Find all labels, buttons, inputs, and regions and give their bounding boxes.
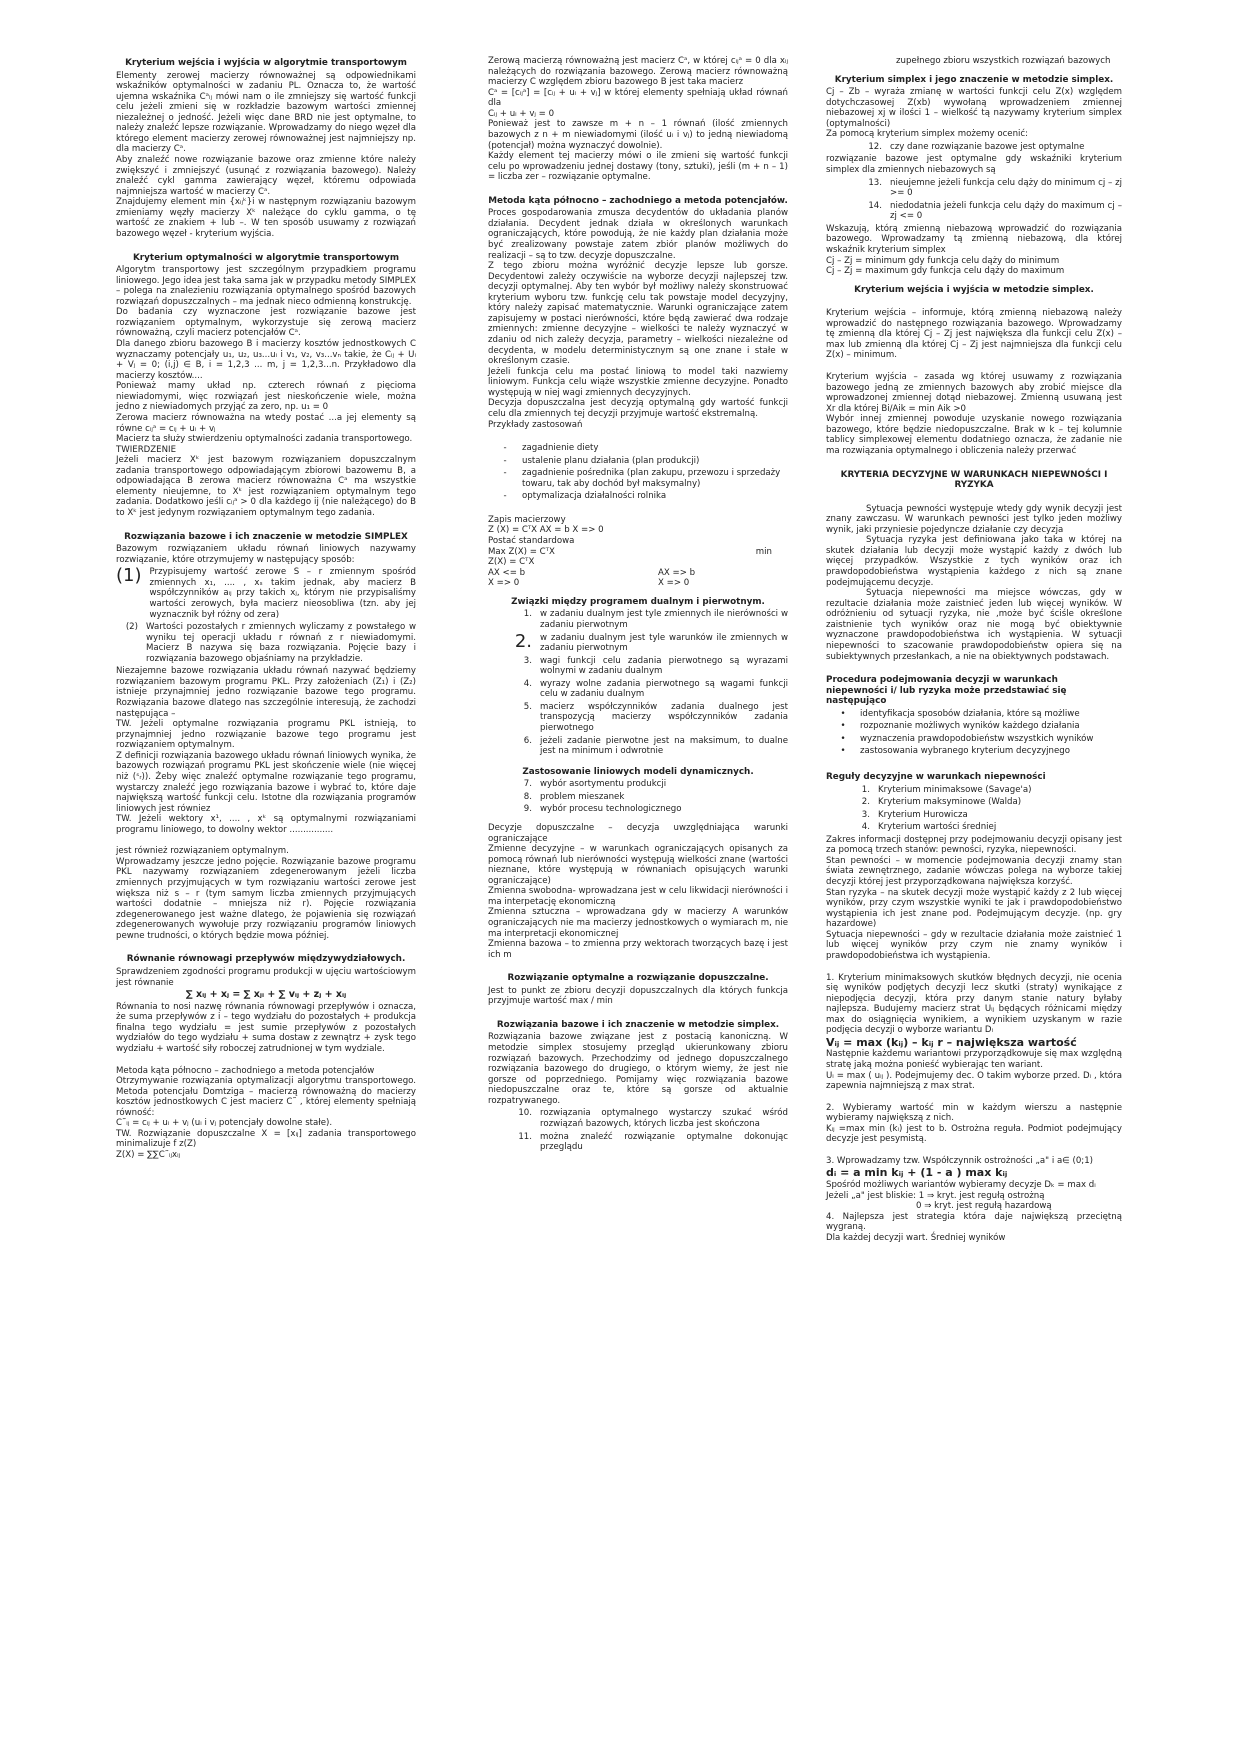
heading: Związki między programem dualnym i pierwotnym. (511, 596, 765, 607)
paragraph: rozwiązanie bazowe jest optymalne gdy wskaźniki kryterium simplex dla zmiennych niebazowych są (826, 154, 1122, 176)
formula: AX <= b (488, 567, 526, 578)
paragraph: TW. Rozwiązanie dopuszczalne X = [xᵢⱼ] zadania transportowego minimalizuje f z(Z) (116, 1128, 416, 1150)
paragraph: Zmienna swobodna- wprowadzana jest w celu likwidacji nierówności i ma interpetację ekonomiczną (488, 886, 788, 907)
list-item: 1. w zadaniu dualnym jest tyle zmiennych ile nierówności w zadaniu pierwotnym (523, 609, 788, 630)
heading: Rozwiązania bazowe i ich znaczenie w metodzie SIMPLEX (124, 531, 408, 542)
paragraph: Jeżeli „a" jest bliskie: 1 ⇒ kryt. jest regułą ostrożną (826, 1190, 1045, 1201)
paragraph: Ponieważ jest to zawsze m + n – 1 równań (ilość zmiennych bazowych z n + m niewiadomymi (ilość uᵢ i vⱼ) to jedną niewiadomą (potencjał) można wyznaczyć dowolnie). (488, 119, 788, 151)
paragraph: Cj – Zb – wyraża zmianę w wartości funkcji celu Z(x) względem dotychczasowej Z(xb) wywołaną wprowadzeniem zmiennej niebazowej xj w ilości 1 – wielkość tą nazywamy kryterium simplex (optymalności) (826, 87, 1122, 129)
paragraph: zupełnego zbioru wszystkich rozwiązań bazowych (896, 56, 1111, 66)
column-right (826, 56, 1122, 1243)
paragraph: Metoda kąta północno – zachodniego a metoda potencjałów (116, 1065, 375, 1076)
list-item: 3. Kryterium Hurowicza (861, 809, 968, 820)
paragraph: Z tego zbioru można wyróżnić decyzje lepsze lub gorsze. Decydentowi zależy oczywiście na wyborze decyzji najlepszej tzw. decyzji optymalnej. Aby ten wybór był możliwy należy skonstruować kryterium wyboru tzw. funkcję celu tak powstaje model decyzyjny, który należy zapisać matematycznie. Warunki ograniczające zatem zapisujemy w postaci nierówności, które będą zawierać dwa rodzaje zmiennych: zmienne decyzyjne – wielkości te należy wyznaczyć w zdaniu od nich zależy decyzja, parametry – wielkości niezależne od decydenta, w modelu deterministycznym są one znane i stałe w określonym czasie. (488, 261, 788, 367)
list-item: • zastosowania wybranego kryterium decyzyjnego (840, 746, 1070, 757)
paragraph: Wprowadzamy jeszcze jedno pojęcie. Rozwiązanie bazowe programu PKL nazywamy rozwiązaniem zdegenerowanym jeżeli liczba zmiennych przyjmujących w tym rozwiązaniu wartości zerowe jest większa niż s – r (tym samym liczba zmiennych przyjmujących wartości dodatnie – mniejsza niż r). Pojęcie rozwiązania zdegenerowanego jest ważne dlatego, że pojawienia się rozwiązań zdegenerowanych wywołuje przy rozwiązaniu programów liniowych pewne trudności, o których będzie mowa później. (116, 856, 416, 941)
paragraph: Sytuacja niepewności ma miejsce wówczas, gdy w rezultacie działania może zaistnieć jeden lub więcej wyników. W odróżnieniu od sytuacji ryzyka, nie ,może być ściśle określone zaistnienie tych wyników oraz nie mogą być obiektywnie wyznaczone prawdopodobieństwa ich wystąpienia. W sytuacji niepewności to szacowanie prawdopodobieństw opiera się na subiektywnych przesłankach, a nie na obiektywnych podstawach. (826, 588, 1122, 662)
list-item: • identyfikacja sposobów działania, które są możliwe (840, 708, 1080, 719)
paragraph: Uᵢ = max ( uᵢⱼ ). Podejmujemy dec. O takim wyborze przed. Dᵢ , która zapewnia najmniejszą z max strat. (826, 1070, 1122, 1092)
list-item: 2. w zadaniu dualnym jest tyle warunków ile zmiennych w zadaniu pierwotnym (514, 630, 788, 654)
formula: C˜ᵢⱼ = cᵢⱼ + uᵢ + vⱼ (uᵢ i vⱼ potencjały dowolne stałe). (116, 1118, 333, 1129)
list-item: - zagadnienie pośrednika (plan zakupu, przewozu i sprzedaży towaru, tak aby dochód był maksymalny) (503, 468, 781, 489)
paragraph: Macierz ta służy stwierdzeniu optymalności zadania transportowego. (116, 434, 413, 445)
paragraph: Wybór innej zmiennej powoduje uzyskanie nowego rozwiązania bazowego, które będzie niedopuszczalne. Brak w k – tej kolumnie tablicy simplexowej elementu dodatniego oznacza, że zadanie nie ma rozwiązania optymalnego i obliczenia należy przerwać (826, 414, 1122, 456)
paragraph: Decyzja dopuszczalna jest decyzją optymalną gdy wartość funkcji celu dla zmiennych tej decyzji przyjmuje wartość ekstremalną. (488, 398, 788, 419)
paragraph: Aby znaleźć nowe rozwiązanie bazowe oraz zmienne które należy zwiększyć i zmniejszyć (usunąć z rozwiązania bazowego). Należy znaleźć cykl gamma zawierający węzeł, któremu odpowiada najmniejsza wartość w macierzy Cᵃ. (116, 155, 416, 197)
heading: Kryterium optymalności w algorytmie transportowym (132, 252, 400, 263)
heading: Rozwiązania bazowe i ich znaczenie w metodzie simplex. (496, 1019, 780, 1030)
paragraph: Dla danego zbioru bazowego B i macierzy kosztów jednostkowych C wyznaczamy potencjały u₁, u₂, u₃...uᵢ i v₁, v₂, v₃...vₙ takie, że Cᵢⱼ + Uᵢ + Vⱼ = 0; (i,j) ∈ B, i = 1,2,3 ... m, j = 1,2,3...n. Przykładowo dla macierzy kosztów.... (116, 339, 416, 381)
formula: ∑ xᵢⱼ + xⱼ = ∑ xⱼᵢ + ∑ vᵢⱼ + zⱼ + xᵢⱼ (185, 989, 347, 1001)
formula: dᵢ = a min kᵢⱼ + (1 - a ) max kᵢⱼ (826, 1166, 1008, 1180)
paragraph: Sytuacja niepewności – gdy w rezultacie działania może zaistnieć 1 lub więcej wyników przy czym nie znamy wyników i prawdopodobieństwa ich wystąpienia. (826, 929, 1122, 961)
paragraph: Zerowa macierz równoważna na wtedy postać ...a jej elementy są równe cᵢⱼᵃ = cᵢⱼ + uᵢ + vⱼ (116, 412, 416, 434)
heading: Kryterium simplex i jego znaczenie w metodzie simplex. (834, 74, 1114, 85)
paragraph: Stan ryzyka – na skutek decyzji może wystąpić każdy z 2 lub więcej wyników, przy czym wszystkie wyniki te jak i prawdopodobieństwo wystąpienia ich jest znane pod. Podejmującym decyzje. (np. gry hazardowe) (826, 887, 1122, 930)
list-item: - optymalizacja działalności rolnika (503, 491, 667, 502)
paragraph: Otrzymywanie rozwiązania optymalizacji algorytmu transportowego. Metoda potencjału Domtziga – macierzą równoważną do macierzy kosztów jednostkowych C jest macierz C˜ , której elementy spełniają równość: (116, 1076, 416, 1118)
paragraph: Decyzje dopuszczalne – decyzja uwzględniająca warunki ograniczające (488, 822, 788, 844)
list-item: • wyznaczenia prawdopodobieństw wszystkich wyników (840, 733, 1094, 744)
paragraph: Znajdujemy element min {xᵢⱼᵏ}i w następnym rozwiązaniu bazowym zmieniamy węzły macierzy Xᵏ należące do cyklu gamma, o tę wartość ze znakiem + lub –. W ten sposób usuwamy z rozwiązań bazowego węzeł - kryterium wyjścia. (116, 197, 416, 239)
list-item: - ustalenie planu działania (plan produkcji) (503, 455, 700, 466)
paragraph: Jeżeli funkcja celu ma postać liniową to model taki nazwiemy liniowym. Funkcja celu wiąże wszystkie zmienne decyzyjne. Ponadto występują w niej wagi zmiennych decyzyjnych. (488, 366, 788, 398)
heading: Rozwiązanie optymalne a rozwiązanie dopuszczalne. (507, 973, 769, 984)
paragraph: Jest to punkt ze zbioru decyzji dopuszczalnych dla których funkcja przyjmuje wartość max / min (488, 985, 788, 1007)
paragraph: Kᵢⱼ =max min (kᵢ) jest to b. Ostrożna reguła. Podmiot podejmujący decyzje jest pesymistą. (826, 1123, 1122, 1145)
paragraph: Każdy element tej macierzy mówi o ile zmieni się wartość funkcji celu po wprowadzeniu jednej dostawy (tony, sztuki), jeśli (m + n – 1) = liczba zer – rozwiązanie optymalne. (488, 151, 788, 183)
paragraph: Cj – Zj = minimum gdy funkcja celu dąży do minimum (826, 255, 1060, 266)
list-item: 4. Kryterium wartości średniej (861, 822, 997, 833)
list-item: 2. Kryterium maksyminowe (Walda) (861, 797, 1022, 808)
formula: min (755, 546, 772, 557)
paragraph: 1. Kryterium minimaksowych skutków błędnych decyzji, nie ocenia się wyników podjętych decyzji lecz skutki (straty) wynikające z niepodjęcia decyzji, która przy danym stanie natury byłaby najlepsza. Budujemy macierz strat Uᵢⱼ będących różnicami między max do osiągnięcia wynikiem, a wynikiem uzyskanym w razie podjęcia decyzji o wyborze wariantu Dᵢ (826, 972, 1122, 1036)
list-item: • rozpoznanie możliwych wyników każdego działania (840, 721, 1080, 732)
paragraph: Bazowym rozwiązaniem układu równań liniowych nazywamy rozwiązanie, które otrzymujemy w następujący sposób: (116, 544, 416, 565)
formula: Z(X) = CᵀX (488, 557, 535, 568)
paragraph: jest również rozwiązaniem optymalnym. (116, 846, 289, 857)
paragraph: Następnie każdemu wariantowi przyporządkowuje się max względną stratę jaką można ponieść wybierając ten wariant. (826, 1049, 1122, 1070)
paragraph: Za pomocą kryterium simplex możemy ocenić: (826, 129, 1029, 140)
paragraph: Równania to nosi nazwę równania równowagi przepływów i oznacza, że suma przepływów z i – tego wydziału do pozostałych + produkcja finalna tego wydziału = jest sumie przepływów z pozostałych wydziałów do tego wydziału + suma dostaw z zewnątrz + zysk tego wydziału + wartość siły roboczej zatrudnionej w tym wydziale. (116, 1001, 416, 1054)
list-item: (2) Wartości pozostałych r zmiennych wyliczamy z powstałego w wyniku tej operacji układu r równań z r niewiadomymi. Macierz B nazywa się baza rozwiązania. Pojęcie bazy i rozwiązania bazowego objaśniamy na przykładzie. (125, 622, 416, 664)
paragraph: Do badania czy wyznaczone jest rozwiązanie bazowe jest rozwiązaniem optymalnym, wykorzystuje się zerową macierz równoważną, czyli macierz potencjałów Cᵃ. (116, 307, 416, 339)
paragraph: Wskazują, którą zmienną niebazową wprowadzić do rozwiązania bazowego. Wprowadzamy tą zmienną niebazową, dla której wskaźnik kryterium simplex (826, 223, 1122, 255)
paragraph: 3. Wprowadzamy tzw. Współczynnik ostrożności „a" i a∈ (0;1) (826, 1155, 1094, 1166)
heading: Reguły decyzyjne w warunkach niepewności (826, 771, 1046, 782)
heading: Procedura podejmowania decyzji w warunkach niepewności i/ lub ryzyka może przedstawiać się następująco (826, 675, 1067, 707)
formula: Vᵢⱼ = max (kᵢⱼ) – kᵢⱼ r – największa wartość (826, 1035, 1077, 1049)
paragraph: Zmienna bazowa – to zmienna przy wektorach tworzących bazę i jest ich m (488, 939, 788, 960)
paragraph: Sprawdzeniem zgodności programu produkcji w ujęciu wartościowym jest równanie (116, 966, 416, 988)
paragraph: TW. Jeżeli wektory x¹, .... , xᵏ są optymalnymi rozwiązaniami programu liniowego, to dowolny wektor ................ (116, 814, 416, 835)
paragraph: 2. Wybieramy wartość min w każdym wierszu a następnie wybieramy największą z nich. (826, 1102, 1122, 1124)
paragraph: 0 ⇒ kryt. jest regułą hazardową (916, 1201, 1052, 1212)
paragraph: Spośród możliwych wariantów wybieramy decyzje Dₖ = max dᵢ (826, 1179, 1096, 1190)
formula: AX => b (658, 567, 696, 578)
list-item: 3. wagi funkcji celu zadania pierwotnego są wyrazami wolnymi w zadaniu dualnym (523, 655, 788, 677)
list-item: (1) Przypisujemy wartość zerowe S – r zmiennym spośród zmiennych x₁, .... , xₛ takim jednak, aby macierz B współczynników aᵢⱼ przy takich xⱼ, którym nie przypisaliśmy wartości zerowych, była macierz nieosobliwa (tzn. aby jej wyznacznik był różny od zera) (116, 565, 416, 620)
paragraph: 4. Najlepsza jest strategia która daje największą przeciętną wygraną. (826, 1211, 1122, 1233)
heading: Kryterium wejścia i wyjścia w algorytmie transportowym (125, 58, 407, 68)
formula: Z(X) = ∑∑C˜ᵢⱼxᵢⱼ (116, 1150, 181, 1161)
paragraph: Niezajemne bazowe rozwiązania układu równań nazywać będziemy rozwiązaniem bazowym programu PKL. Przy założeniach (Z₁) i (Z₂) istnieje przynajmniej jedno rozwiązanie bazowe tego programu. Rozwiązania bazowe dlatego nas szczególnie interesują, że zachodzi następująca – (116, 666, 416, 719)
paragraph: Rozwiązania bazowe związane jest z postacią kanoniczną. W metodzie simplex stosujemy przegląd ukierunkowany zbioru rozwiązań bazowych. Przechodzimy od jednego dopuszczalnego rozwiązania bazowego do drugiego, o którym wiemy, że jest nie gorsze od poprzedniego. Pomijamy więc rozwiązania bazowe niedopuszczalne oraz te, które są gorsze od aktualnie rozpatrywanego. (488, 1032, 788, 1106)
heading: Kryterium wejścia i wyjścia w metodzie simplex. (854, 284, 1094, 295)
paragraph: Elementy zerowej macierzy równoważnej są odpowiednikami wskaźników optymalności w zadaniu PL. Oznacza to, że wartość ujemna wskaźnika Cᵃᵢⱼ mówi nam o ile zmniejszy się wartość funkcji celu jeżeli zmieni się w rozkładzie bazowym wartości zmiennej niezależnej o jedność. Jeżeli więc dane BRD nie jest optymalne, to należy znaleźć lepsze rozwiązanie. Wprowadzamy do niego węzeł dla którego element macierzy zerowej równoważnej jest najmniejszy np. dla macierzy Cᵃ. (116, 70, 416, 155)
list-item: 1. Kryterium minimaksowe (Savage'a) (861, 784, 1032, 795)
paragraph: Zapis macierzowy (488, 514, 566, 525)
paragraph: Z definicji rozwiązania bazowego układu równań liniowych wynika, że bazowych rozwiązań programu PKL jest skończenie wiele (nie więcej niż (ˢᵣ)). Żeby więc znaleźć optymalne rozwiązanie tego programu, wystarczy znaleźć jego rozwiązania bazowe i wybrać to, które daje największą wartość funkcji celu. Istotne dla rozwiązania programów liniowych jest równiez (116, 750, 416, 814)
paragraph: Zmienna sztuczna – wprowadzana gdy w macierzy A warunków ograniczających nie ma macierzy jednostkowych o wymiarach m, nie ma interpretacji ekonomicznej (488, 907, 788, 939)
paragraph: Zakres informacji dostępnej przy podejmowaniu decyzji opisany jest za pomocą trzech stanów: pewności, ryzyka, niepewności. (826, 834, 1122, 856)
column-middle (488, 56, 788, 1155)
list-item: 9. wybór procesu technologicznego (523, 804, 682, 815)
paragraph: Zmienne decyzyjne – w warunkach ograniczających opisanych za pomocą równań lub nierówności występują wielkości znane (wartości nieznane, które występują w równaniach opisujących warunki ograniczające) (488, 844, 788, 886)
paragraph: Cj – Zj = maximum gdy funkcja celu dąży do maximum (826, 266, 1065, 277)
paragraph: Algorytm transportowy jest szczególnym przypadkiem programu liniowego. Jego idea jest taka sama jak w przypadku metody SIMPLEX – polega na znalezieniu rozwiązania optymalnego spośród bazowych rozwiązań dopuszczalnych – ma jednak nieco odmienną konstrukcję. (116, 265, 416, 307)
formula: Max Z(X) = CᵀX (488, 546, 555, 557)
paragraph: Sytuacja pewności występuje wtedy gdy wynik decyzji jest znany zawczasu. W warunkach pewności jest tylko jeden możliwy wynik, jaki przyniesie pojedyncze działanie czy decyzja (826, 503, 1122, 535)
paragraph: TWIERDZENIE (116, 444, 177, 455)
paragraph: Postać standardowa (488, 536, 575, 547)
formula: X => 0 (488, 578, 520, 589)
formula: Cᵃ = [cᵢⱼᵃ] = [cᵢⱼ + uᵢ + vⱼ] w której elementy spełniają układ równań dla (488, 87, 788, 109)
list-item: 5. macierz współczynników zadania dualnego jest transpozycją macierzy współczynników zadania pierwotnego (523, 701, 788, 734)
heading: KRYTERIA DECYZYJNE W WARUNKACH NIEPEWNOŚCI I RYZYKA (840, 469, 1108, 491)
formula: Z (X) = CᵀX AX = b X => 0 (488, 525, 604, 536)
heading: Metoda kąta północno – zachodniego a metoda potencjałów. (488, 195, 788, 206)
formula: Cᵢⱼ + uᵢ + vⱼ = 0 (488, 108, 555, 119)
list-item: 14. niedodatnia jeżeli funkcja celu dąży do maximum cj – zj <= 0 (868, 200, 1122, 222)
list-item: 12. czy dane rozwiązanie bazowe jest optymalne (868, 141, 1085, 152)
list-item: - zagadnienie diety (503, 443, 599, 454)
paragraph: Stan pewności – w momencie podejmowania decyzji znamy stan świata zewnętrznego, zadanie wówczas polega na wyborze takiej decyzji której jest przyporządkowana największa korzyść. (826, 855, 1122, 887)
heading: Równanie równowagi przepływów międzywydziałowych. (126, 954, 406, 965)
column-left (116, 56, 416, 1161)
paragraph: Dla każdej decyzji wart. Średniej wyników (826, 1232, 1006, 1243)
formula: X => 0 (658, 578, 690, 589)
paragraph: Kryterium wyjścia – zasada wg której usuwamy z rozwiązania bazowego jedną ze zmiennych bazowych aby zrobić miejsce dla wprowadzonej zmiennej dotąd niebazowej. Zmienną usuwaną jest Xr dla której Bi/Aik = min Aik >0 (826, 372, 1122, 414)
paragraph: Jeżeli macierz Xᵏ jest bazowym rozwiązaniem dopuszczalnym zadania transportowego odpowiadającym zbiorowi bazowemu B, a odpowiadająca B zerowa macierz równoważna Cᵃ ma wszystkie elementy nieujemne, to Xᵏ jest rozwiązaniem optymalnym tego zadania. Dodatkowo jeśli cᵢⱼᵃ > 0 dla każdego ij (nie należącego) do B to Xᵏ jest jedynym rozwiązaniem optymalnym tego zadania. (116, 455, 416, 519)
list-item: 11. można znaleźć rozwiązanie optymalne dokonując przeglądu (518, 1131, 788, 1153)
paragraph: TW. Jeżeli optymalne rozwiązania programu PKL istnieją, to przynajmniej jedno rozwiązanie bazowe tego programu jest rozwiązaniem optymalnym. (116, 719, 416, 751)
list-item: 7. wybór asortymentu produkcji (523, 779, 667, 790)
paragraph: Ponieważ mamy układ np. czterech równań z pięcioma niewiadomymi, więc rozwiązań jest nieskończenie wiele, można jedno z niewiadomych przyjąć za zero, np. u₁ = 0 (116, 381, 416, 413)
paragraph: Zerową macierzą równoważną jest macierz Cᵃ, w której cᵢⱼᵃ = 0 dla xᵢⱼ należących do rozwiązania bazowego. Zerową macierz równoważną macierzy C względem zbioru bazowego B jest taka macierz (488, 56, 788, 88)
list-item: 10. rozwiązania optymalnego wystarczy szukać wśród rozwiązań bazowych, których liczba jest skończona (518, 1108, 788, 1129)
paragraph: Sytuacja ryzyka jest definiowana jako taka w której na skutek działania lub decyzji może wystąpić każdy z dwóch lub więcej przypadków. Wszystkie z tych wyników oraz ich prawdopodobieństwa wystąpienia każdego z nich są znane podejmującemu decyzje. (826, 535, 1122, 588)
paragraph: Przykłady zastosowań (488, 419, 583, 430)
heading: Zastosowanie liniowych modeli dynamicznych. (522, 766, 754, 777)
paragraph: Kryterium wejścia – informuje, którą zmienną niebazową należy wprowadzić do następnego rozwiązania bazowego. Wprowadzamy tę zmienną dla której Cj – Zj jest największa dla funkcji celu Z(x) – max lub zmienną dla której Cj – Zj jest najmniejsza dla funkcji celu Z(x) – minimum. (826, 308, 1122, 361)
list-item: 13. nieujemne jeżeli funkcja celu dąży do minimum cj – zj >= 0 (868, 177, 1122, 199)
list-item: 4. wyrazy wolne zadania pierwotnego są wagami funkcji celu w zadaniu dualnym (523, 678, 788, 700)
paragraph: Proces gospodarowania zmusza decydentów do układania planów działania. Decydent jednak działa w określonych warunkach ograniczających, które powodują, że nie każdy plan działania może być zrealizowany powstaje zatem zbiór planów możliwych do realizacji – są to tzw. decyzje dopuszczalne. (488, 208, 788, 261)
list-item: 6. jeżeli zadanie pierwotne jest na maksimum, to dualne jest na minimum i odwrotnie (523, 735, 788, 757)
list-item: 8. problem mieszanek (523, 791, 625, 802)
